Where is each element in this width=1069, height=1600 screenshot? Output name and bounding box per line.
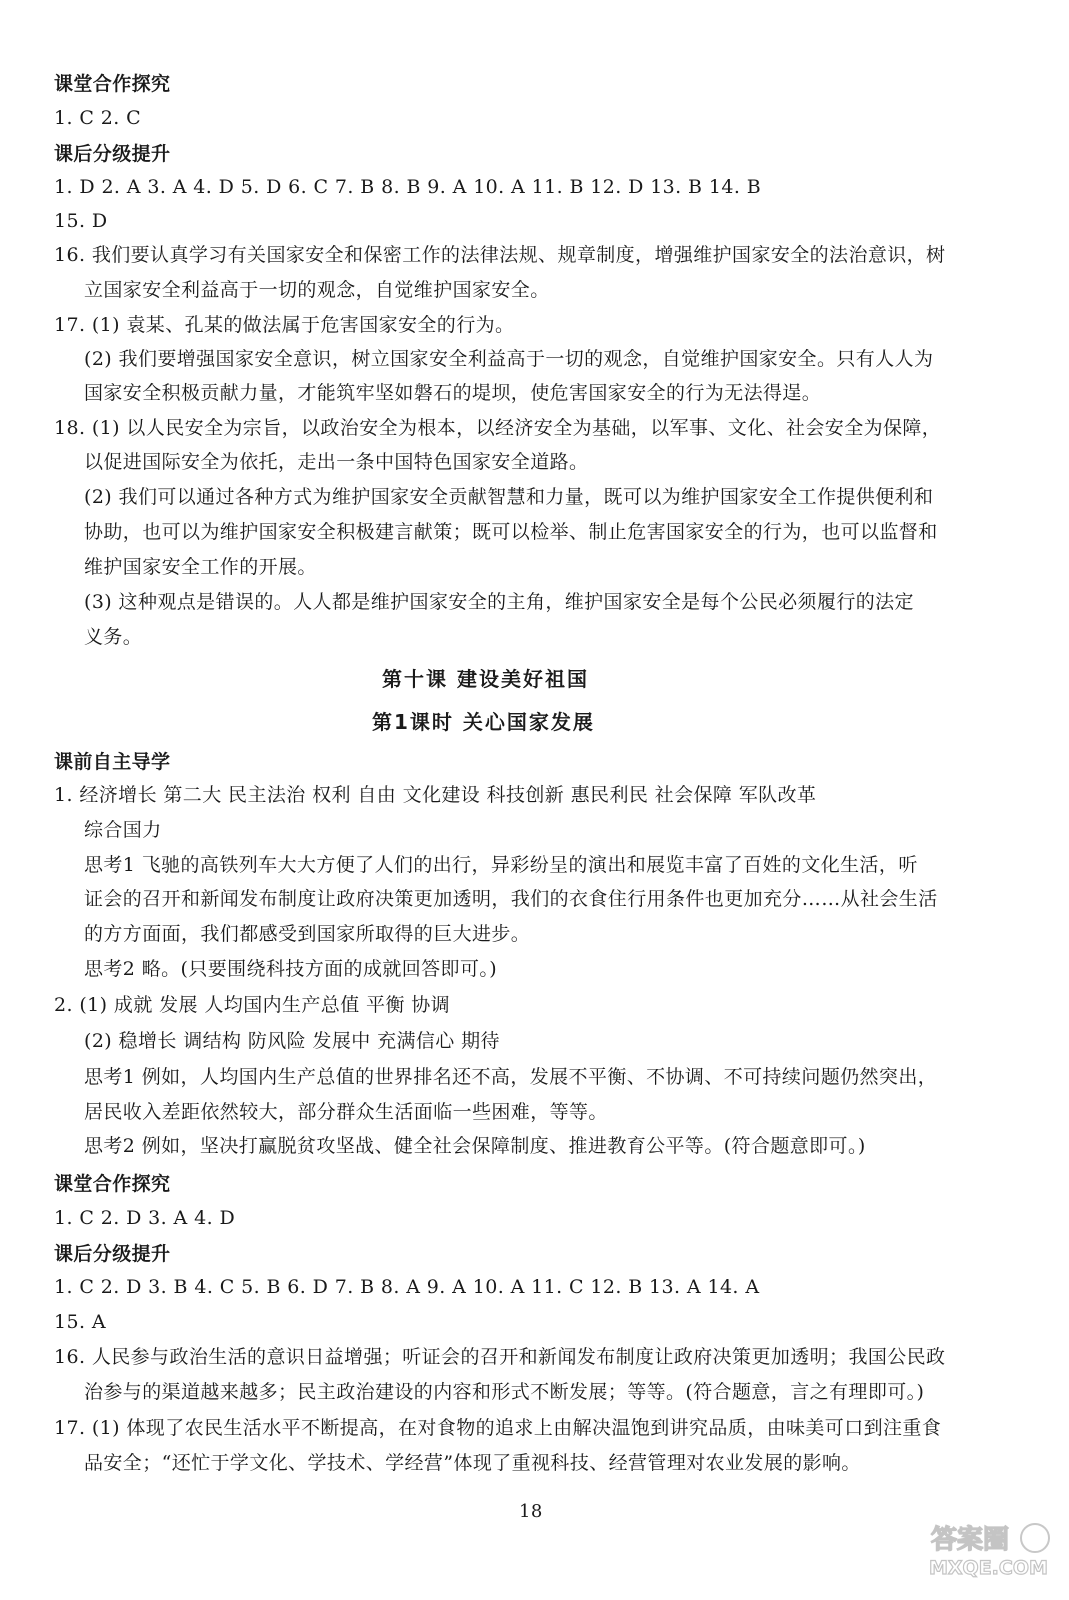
section-heading-classroom-cooperation: 课堂合作探究 <box>54 1173 171 1195</box>
answer-line: (3) 这种观点是错误的。人人都是维护国家安全的主角，维护国家安全是每个公民必须履行的法定 <box>84 591 914 613</box>
answer-line: 证会的召开和新闻发布制度让政府决策更加透明，我们的衣食住行用条件也更加充分……从社会生活 <box>84 888 938 910</box>
answer-line: 1. 经济增长 第二大 民主法治 权利 自由 文化建设 科技创新 惠民利民 社会保障 军队改革 <box>54 784 817 806</box>
answer-line: 立国家安全利益高于一切的观念，自觉维护国家安全。 <box>84 279 550 301</box>
section-heading-after-class: 课后分级提升 <box>54 1243 171 1265</box>
watermark-logo <box>927 1518 1055 1580</box>
answer-line: 15. A <box>54 1311 106 1333</box>
answer-line: 17. (1) 袁某、孔某的做法属于危害国家安全的行为。 <box>54 314 515 336</box>
watermark-bottom-text: MXQE.COM <box>929 1557 1048 1579</box>
answer-line: 义务。 <box>84 626 143 648</box>
answer-line: 国家安全积极贡献力量，才能筑牢坚如磐石的堤坝，使危害国家安全的行为无法得逞。 <box>84 382 822 404</box>
answer-line: 治参与的渠道越来越多；民主政治建设的内容和形式不断发展；等等。(符合题意，言之有理即可。) <box>84 1381 925 1403</box>
watermark-graphic <box>927 1518 1055 1580</box>
answer-line: 综合国力 <box>84 819 162 841</box>
answer-line: 思考1 飞驰的高铁列车大大方便了人们的出行，异彩纷呈的演出和展览丰富了百姓的文化生活，听 <box>84 854 918 876</box>
answer-line: 16. 我们要认真学习有关国家安全和保密工作的法律法规、规章制度，增强维护国家安全的法治意识，树 <box>54 244 946 266</box>
answer-line: 维护国家安全工作的开展。 <box>84 556 317 578</box>
answer-line: 1. D 2. A 3. A 4. D 5. D 6. C 7. B 8. B 9. A 10. A 11. B 12. D 13. B 14. B <box>54 176 762 198</box>
section-heading-after-class: 课后分级提升 <box>54 143 171 165</box>
page-number: 18 <box>519 1501 543 1522</box>
answer-line: 居民收入差距依然较大，部分群众生活面临一些困难，等等。 <box>84 1101 608 1123</box>
answer-line: (2) 稳增长 调结构 防风险 发展中 充满信心 期待 <box>84 1030 500 1052</box>
answer-line: 思考1 例如，人均国内生产总值的世界排名还不高，发展不平衡、不协调、不可持续问题仍然突出， <box>84 1066 938 1088</box>
section-heading-classroom-cooperation: 课堂合作探究 <box>54 73 171 95</box>
answer-line: 18. (1) 以人民安全为宗旨，以政治安全为根本，以经济安全为基础，以军事、文化、社会安全为保障， <box>54 417 942 439</box>
answer-line: 16. 人民参与政治生活的意识日益增强；听证会的召开和新闻发布制度让政府决策更加透明；我国公民政 <box>54 1346 946 1368</box>
answer-line: 思考2 例如，坚决打赢脱贫攻坚战、健全社会保障制度、推进教育公平等。(符合题意即可。) <box>84 1135 866 1157</box>
answer-line: 协助，也可以为维护国家安全积极建言献策；既可以检举、制止危害国家安全的行为，也可以监督和 <box>84 521 938 543</box>
answer-line: 15. D <box>54 210 108 232</box>
answer-line: 品安全；“还忙于学文化、学技术、学经营”体现了重视科技、经营管理对农业发展的影响。 <box>84 1452 861 1474</box>
watermark-top-text: 答案圈 <box>931 1525 1010 1555</box>
answer-line: 1. C 2. C <box>54 107 142 129</box>
answer-line: 17. (1) 体现了农民生活水平不断提高，在对食物的追求上由解决温饱到讲究品质，由味美可口到注重食 <box>54 1417 942 1439</box>
answer-line: 2. (1) 成就 发展 人均国内生产总值 平衡 协调 <box>54 994 451 1016</box>
period-title: 第1课时 关心国家发展 <box>372 710 595 734</box>
answer-line: 的方方面面，我们都感受到国家所取得的巨大进步。 <box>84 923 531 945</box>
answer-line: 1. C 2. D 3. B 4. C 5. B 6. D 7. B 8. A 9. A 10. A 11. C 12. B 13. A 14. A <box>54 1276 760 1298</box>
answer-line: 思考2 略。(只要围绕科技方面的成就回答即可。) <box>84 958 498 980</box>
section-heading-pre-class: 课前自主导学 <box>54 751 171 773</box>
answer-line: (2) 我们可以通过各种方式为维护国家安全贡献智慧和力量，既可以为维护国家安全工作提供便利和 <box>84 486 934 508</box>
lesson-title: 第十课 建设美好祖国 <box>382 667 589 691</box>
answer-line: 1. C 2. D 3. A 4. D <box>54 1207 236 1229</box>
answer-line: 以促进国际安全为依托，走出一条中国特色国家安全道路。 <box>84 451 589 473</box>
answer-line: (2) 我们要增强国家安全意识，树立国家安全利益高于一切的观念，自觉维护国家安全。只有人人为 <box>84 348 934 370</box>
